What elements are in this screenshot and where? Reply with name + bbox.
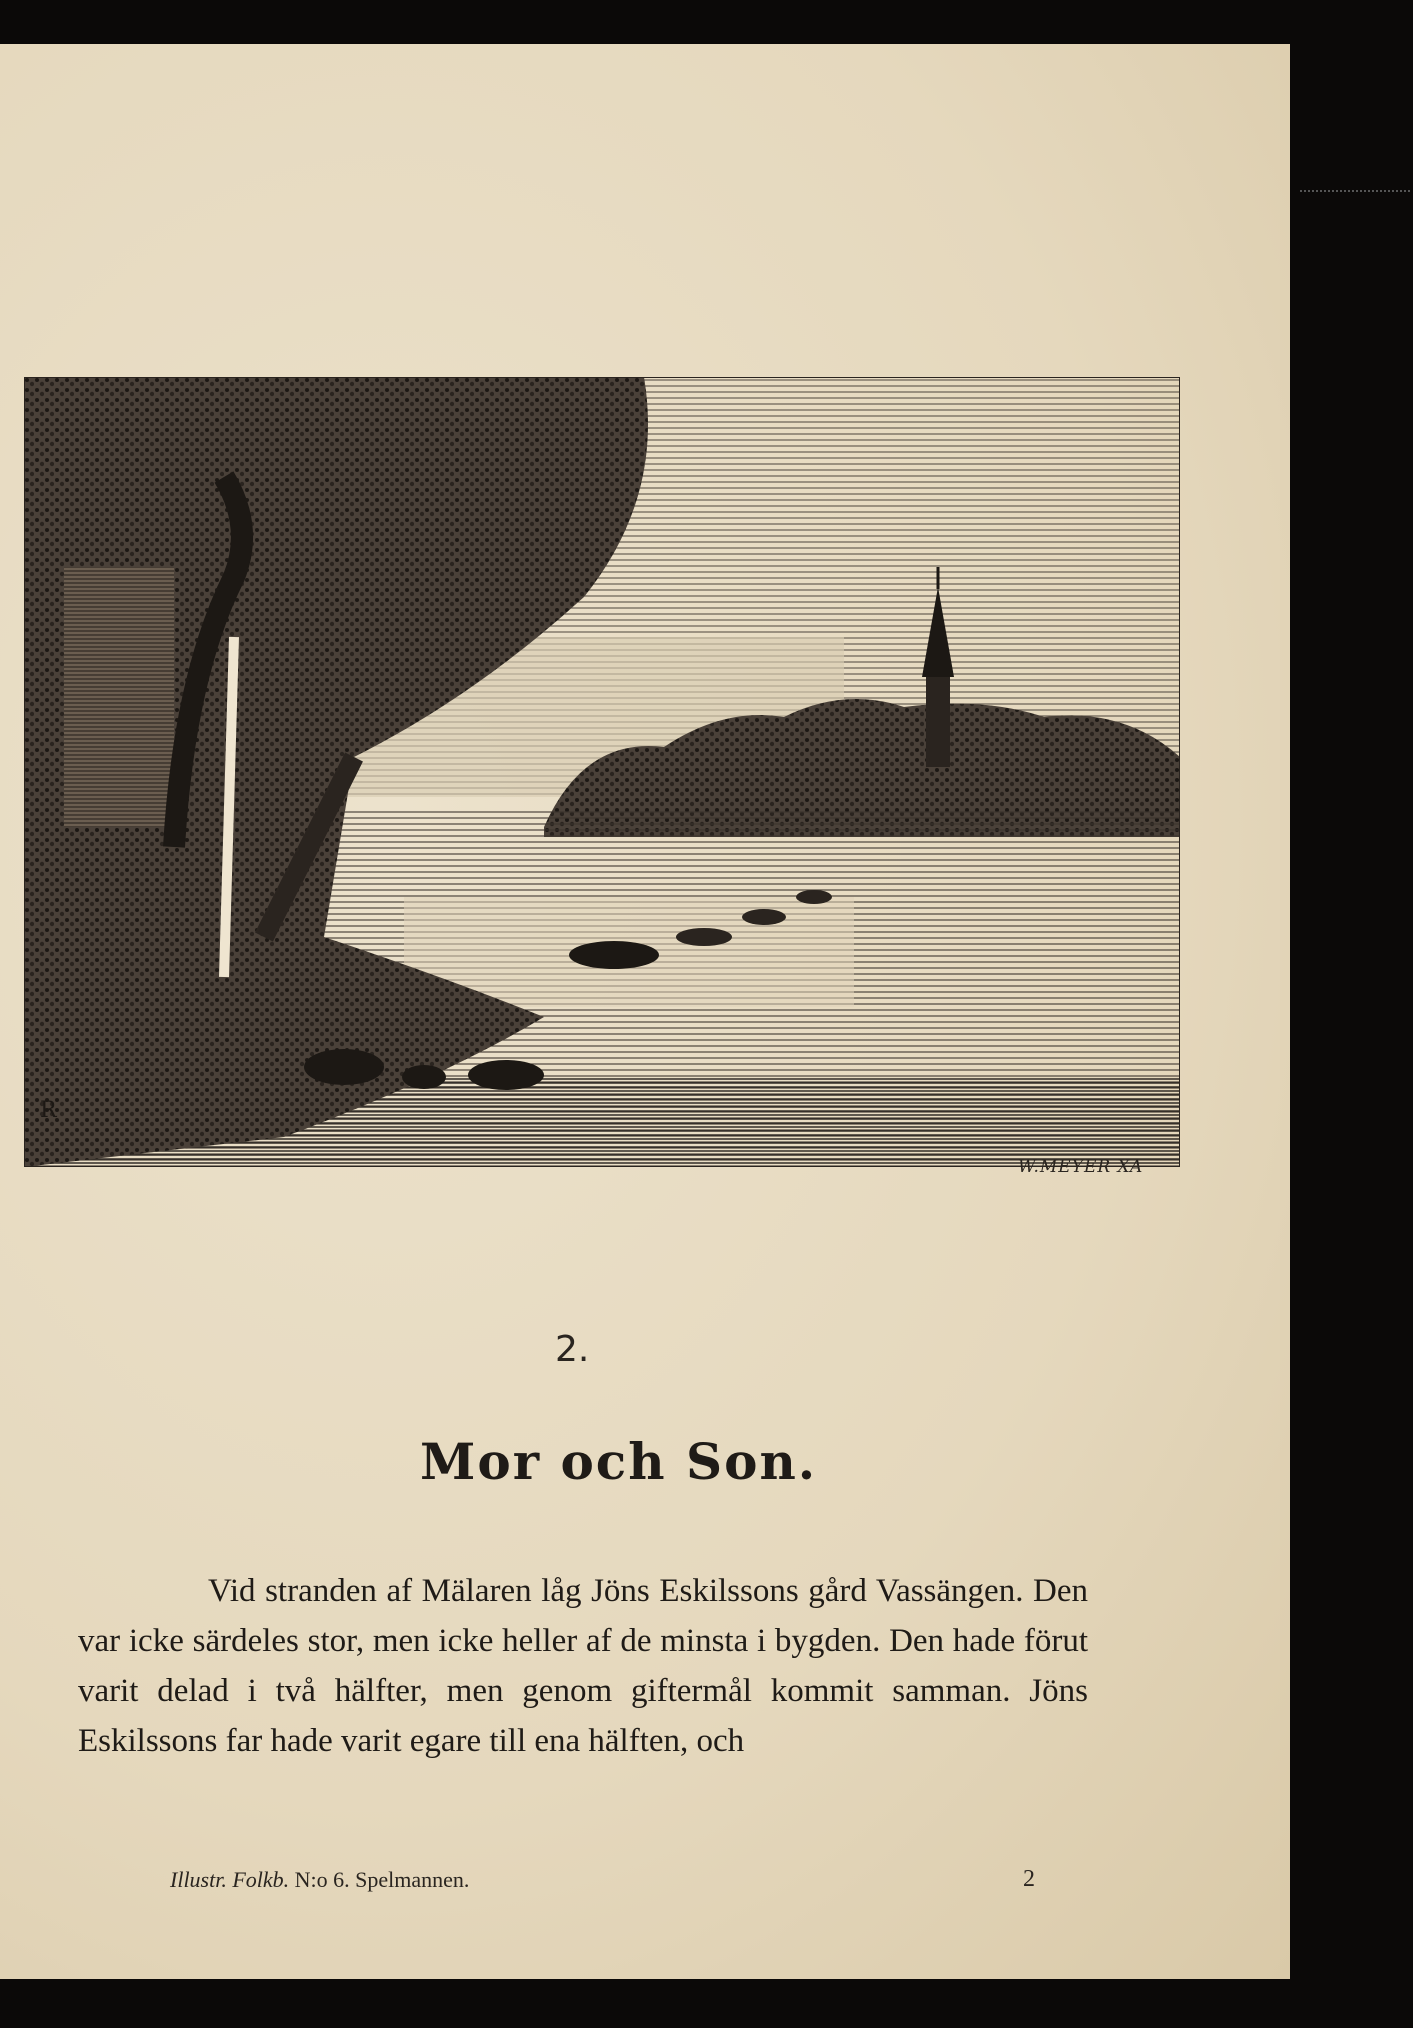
footer-imprint <box>170 1867 469 1893</box>
footer-issue: N:o 6. <box>294 1867 350 1892</box>
book-page <box>0 44 1290 1979</box>
page-number: 2 <box>1023 1866 1035 1892</box>
engraver-initials: R <box>40 1098 57 1123</box>
body-text <box>78 1566 1088 1766</box>
chapter-title: Mor och Son. <box>420 1432 818 1491</box>
paragraph: Vid stranden af Mälaren låg Jöns Eskilssons gård Vassängen. Den var icke särdeles stor, men icke heller af de minsta i bygden. Den hade förut varit delad i två hälfter, men genom giftermål kommit samman. Jöns Eskilssons far hade varit egare till ena hälften, och <box>78 1573 1088 1759</box>
footer-series: Illustr. Folkb. <box>170 1867 290 1892</box>
footer-title: Spelmannen. <box>355 1867 470 1892</box>
illustration-signature: W.MEYER XA <box>1018 1157 1144 1177</box>
edge-dots <box>1300 190 1410 196</box>
lake-church-engraving <box>24 377 1180 1167</box>
chapter-number: 2. <box>555 1329 590 1370</box>
